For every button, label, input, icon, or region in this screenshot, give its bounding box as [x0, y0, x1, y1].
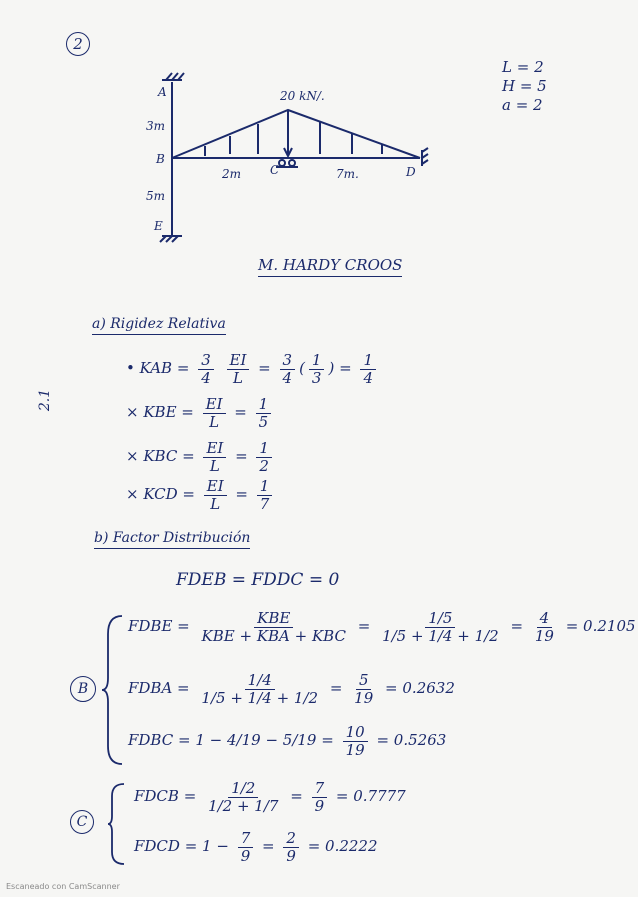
k-cd-line: × KCD = $\frac{EI}{L}$ = $\frac{1}{7}$: [126, 478, 276, 512]
frame-diagram: [130, 70, 450, 245]
node-e-label: E: [154, 219, 163, 233]
margin-note: 2.1: [37, 388, 54, 412]
fd-zero-line: FDEB = FDDC = 0: [176, 570, 340, 590]
param-a: a = 2: [502, 96, 543, 114]
node-d-label: D: [406, 165, 416, 179]
dim-2m: 2m: [222, 167, 242, 181]
node-c-marker: C: [70, 810, 94, 834]
param-l: L = 2: [502, 58, 544, 76]
parameters: [502, 58, 547, 115]
section-b-heading: b) Factor Distribución: [94, 530, 250, 546]
page-title: M. HARDY CROOS: [258, 256, 402, 274]
page-number: 2: [66, 32, 90, 56]
node-b-marker: B: [70, 676, 96, 702]
dim-3m: 3m: [146, 119, 166, 133]
k-ab-line: • KAB = $\frac{3}{4}$ $\frac{EI}{L}$ = $\frac{3}{4}$ ( $\frac{1}{3}$ ) = $\frac{1}{4}$: [126, 352, 380, 386]
fd-cb-line: FDCB = $\frac{1/2}{1/2 + 1/7}$ = $\frac{7}{9}$ = 0.7777: [134, 779, 406, 815]
brace-b: [100, 614, 126, 766]
fd-cd-line: FDCD = 1 − $\frac{7}{9}$ = $\frac{2}{9}$ = 0.2222: [134, 829, 378, 865]
node-c-label: C: [270, 163, 280, 177]
dim-7m: 7m.: [336, 167, 359, 181]
param-h: H = 5: [502, 77, 547, 95]
load-label: 20 kN/.: [280, 89, 325, 103]
fd-be-line: FDBE = $\frac{\text{KBE}}{\text{KBE + KBA + KBC}}$ = $\frac{1/5}{1/5 + 1/4 + 1/2}$ = $\frac{4}{19}$ = 0.2105: [128, 609, 636, 645]
dim-5m: 5m: [146, 189, 166, 203]
fd-bc-line: FDBC = 1 − 4/19 − 5/19 = $\frac{10}{19}$ = 0.5263: [128, 723, 447, 759]
fd-ba-line: FDBA = $\frac{1/4}{1/5 + 1/4 + 1/2}$ = $\frac{5}{19}$ = 0.2632: [128, 671, 455, 707]
section-a-heading: a) Rigidez Relativa: [92, 316, 226, 332]
brace-c: [106, 782, 128, 866]
k-be-line: × KBE = $\frac{EI}{L}$ = $\frac{1}{5}$: [126, 396, 275, 430]
node-b-label: B: [156, 152, 165, 166]
scanner-footer: Escaneado con CamScanner: [6, 882, 120, 891]
k-bc-line: × KBC = $\frac{EI}{L}$ = $\frac{1}{2}$: [126, 440, 276, 474]
node-a-label: A: [158, 85, 167, 99]
